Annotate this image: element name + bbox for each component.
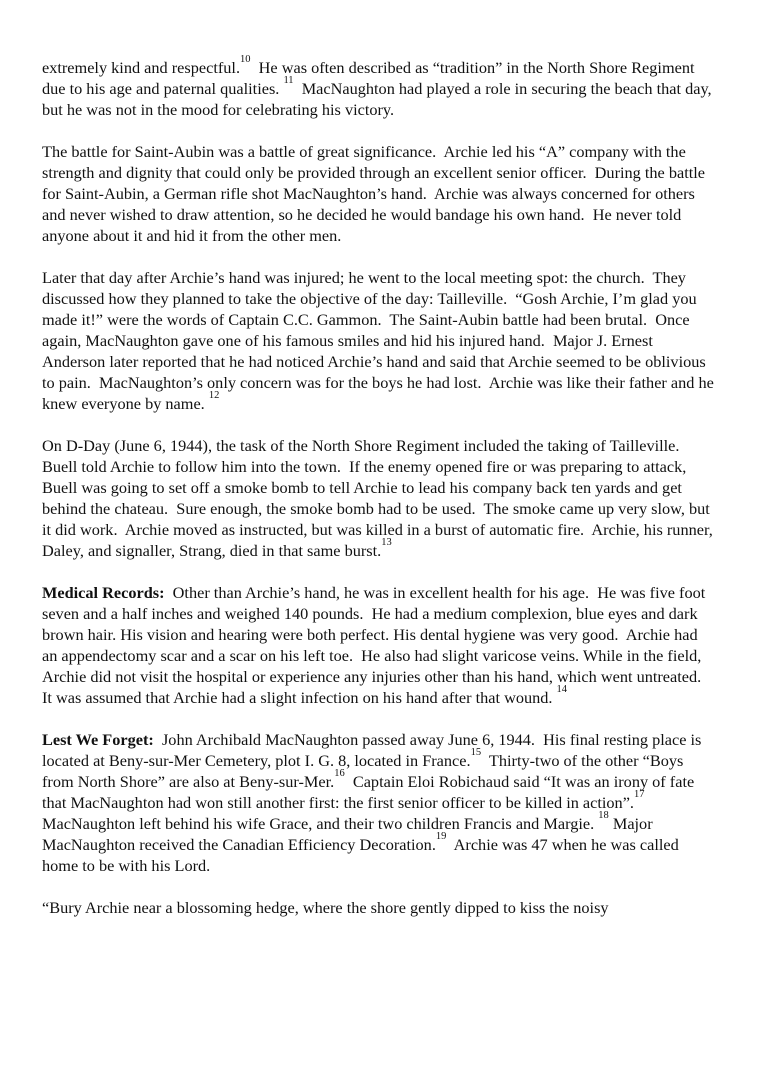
text-run: Thirty-two of the other “Boys from North Shore” are also at Beny-sur-Mer.	[42, 751, 688, 791]
text-run: Captain Eloi Robichaud said “It was an irony of fate that MacNaughton had won still another first: the first senior officer to be killed in action”.	[42, 772, 699, 812]
footnote-reference: 12	[208, 389, 220, 401]
paragraph-6	[42, 729, 714, 876]
footnote-reference: 10	[240, 53, 251, 65]
footnote-reference: 13	[381, 536, 392, 548]
paragraph-1	[42, 53, 716, 120]
section-heading: Lest We Forget:	[42, 730, 154, 749]
text-run: The battle for Saint-Aubin was a battle of great significance. Archie led his “A” company with the strength and dignity that could only be provided through an excellent senior officer. During the battle for Saint-Aubin, a German rifle shot MacNaughton’s hand. Archie was always concerned for others and never wished to draw attention, so he decided he would bandage his own hand. He never told anyone about it and hid it from the other men.	[42, 142, 710, 245]
text-run: MacNaughton had played a role in securing the beach that day, but he was not in the mood for celebrating his victory.	[42, 79, 716, 119]
text-run: Major MacNaughton received the Canadian Efficiency Decoration.	[42, 814, 657, 854]
section-heading: Medical Records:	[42, 583, 165, 602]
footnote-reference: 16	[334, 767, 345, 779]
text-run: He was often described as “tradition” in the North Shore Regiment due to his age and paternal qualities.	[42, 58, 699, 98]
footnote-reference: 17	[634, 788, 645, 800]
footnote-reference: 19	[435, 830, 447, 842]
paragraph-2	[42, 141, 714, 246]
text-run: extremely kind and respectful.	[42, 58, 241, 77]
paragraph-4	[42, 435, 717, 561]
paragraph-7	[42, 897, 714, 918]
paragraph-5	[42, 582, 714, 708]
text-run: Archie was 47 when he was called home to be with his Lord.	[42, 835, 683, 875]
text-run: Later that day after Archie’s hand was injured; he went to the local meeting spot: the church. They discussed how they planned to take the objective of the day: Tailleville. “Gosh Archie, I’m glad you made it!” were the words of Captain C.C. Gammon. The Saint-Aubin battle had been brutal. Once again, MacNaughton gave one of his famous smiles and hid his injured hand. Major J. Ernest Anderson later reported that he had noticed Archie’s hand and said that Archie seemed to be oblivious to pain. MacNaughton’s only concern was for the boys he had lost. Archie was like their father and he knew everyone by name.	[42, 268, 718, 413]
document-body	[42, 53, 718, 918]
text-run: Other than Archie’s hand, he was in excellent health for his age. He was five foot seven and a half inches and weighed 140 pounds. He had a medium complexion, blue eyes and dark brown hair. His vision and hearing were both perfect. His dental hygiene was very good. Archie had an appendectomy scar and a scar on his left toe. He also had slight varicose veins. While in the field, Archie did not visit the hospital or experience any injuries other than his hand, which went untreated. It was assumed that Archie had a slight infection on his hand after that wound.	[42, 583, 710, 707]
text-run: John Archibald MacNaughton passed away June 6, 1944. His final resting place is located at Beny-sur-Mer Cemetery, plot I. G. 8, located in France.	[42, 730, 706, 770]
footnote-reference: 18	[598, 809, 609, 821]
footnote-reference: 15	[470, 746, 482, 758]
footnote-reference: 11	[283, 74, 294, 86]
text-run: MacNaughton left behind his wife Grace, and their two children Francis and Margie.	[42, 793, 653, 833]
paragraph-3	[42, 267, 718, 414]
text-run: On D-Day (June 6, 1944), the task of the North Shore Regiment included the taking of Tailleville. Buell told Archie to follow him into the town. If the enemy opened fire or was preparing to attack, Buell was going to set off a smoke bomb to tell Archie to lead his company back ten yards and get behind the chateau. Sure enough, the smoke bomb had to be used. The smoke came up very slow, but it did work. Archie moved as instructed, but was killed in a burst of automatic fire. Archie, his runner, Daley, and signaller, Strang, died in that same burst.	[42, 436, 717, 560]
text-run: “Bury Archie near a blossoming hedge, where the shore gently dipped to kiss the noisy	[42, 898, 609, 917]
footnote-reference: 14	[556, 683, 568, 695]
